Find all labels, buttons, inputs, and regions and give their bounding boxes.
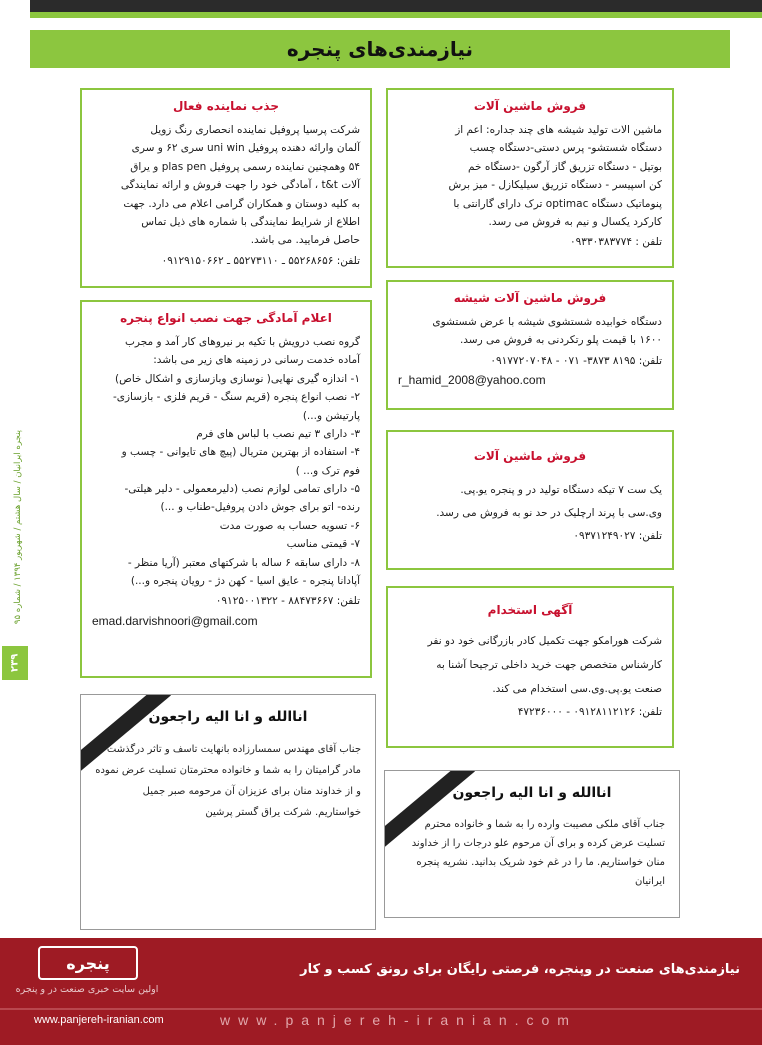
condolence-line: جناب آقای ملکی مصیبت وارده را به شما و خانواده محترم xyxy=(424,819,665,830)
condolence-notice-right xyxy=(384,770,680,918)
condolence-title: اناالله و انا الیه راجعون xyxy=(148,709,308,725)
ad-text-line: فوم ترک و... ) xyxy=(295,464,360,477)
ad-text-line: پارتیشن و...) xyxy=(302,409,360,422)
footer-slogan: نیازمندی‌های صنعت در وپنجره، فرصتی رایگان برای رونق کسب و کار xyxy=(300,962,740,977)
page-title: نیازمندی‌های پنجره xyxy=(286,37,474,61)
footer-banner xyxy=(0,938,762,1045)
ad-phone: تلفن: ۰۹۳۷۱۲۴۹۰۲۷ xyxy=(573,530,662,543)
condolence-title: اناالله و انا الیه راجعون xyxy=(452,785,612,801)
ad-text-line: حاصل فرمایید. می باشد. xyxy=(250,234,360,247)
ad-text-line: شرکت هورامکو جهت تکمیل کادر بازرگانی خود دو نفر xyxy=(427,635,662,647)
condolence-line: مرحومه صبر جمیل خواستاریم. xyxy=(142,786,361,818)
ad-text-line: ۱- اندازه گیری نهایی( نوسازی وبازسازی و اشکال خاص) xyxy=(115,372,360,385)
ad-text-line: آماده خدمت رسانی در زمینه های زیر می باشد: xyxy=(153,354,360,367)
ad-text-line: ماشین الات تولید شیشه های چند جداره: اعم از xyxy=(455,124,662,136)
condolence-body xyxy=(81,735,375,827)
ad-text-line: ۲- نصب انواع پنجره (قریم سنگ - قریم فلزی - بازسازی- xyxy=(112,391,360,404)
side-strip xyxy=(0,420,30,690)
ad-title: اعلام آمادگی جهت نصب انواع پنجره xyxy=(120,311,332,325)
ad-recruit-agent xyxy=(80,88,372,288)
ad-email[interactable]: emad.darvishnoori@gmail.com xyxy=(92,613,258,628)
top-green-strip xyxy=(30,12,762,18)
condolence-line: بانهایت تاسف و تاثر درگذشت مادر گرامیتان را به شما و xyxy=(106,744,361,776)
condolence-signature: شرکت یراق گستر پرشین xyxy=(205,807,312,818)
footer-url-large[interactable]: www.panjereh-iranian.com xyxy=(220,1012,577,1028)
ad-phone: تلفن: ۵۵۲۶۸۶۵۶ ـ ۵۵۲۷۳۱۱۰ ـ ۰۹۱۲۹۱۵۰۶۶۲ xyxy=(161,254,360,267)
ad-text-line: شرکت پرسیا پروفیل نماینده انحصاری رنگ زویل xyxy=(150,124,360,136)
ad-text-line: به کلیه دوستان و همکاران گرامی اعلام می دارد. جهت xyxy=(123,197,360,210)
ad-phone: تلفن: ۸۸۴۷۳۶۶۷ - ۰۹۱۲۵۰۰۱۳۲۲ xyxy=(215,595,360,608)
ad-text-line: آپادانا پنجره - عایق اسیا - کهن دژ - رویان پنجره و...) xyxy=(130,574,360,587)
ad-phone: تلفن: ۸۱۹۵ ۳۸۷۳- ۰۷۱ - ۰۹۱۷۷۲۰۷۰۴۸ xyxy=(490,354,662,367)
condolence-body xyxy=(385,811,679,895)
magazine-issue-info: پنجره ایرانیان / سال هشتم / شهریور ۱۳۹۴ / شماره ۹۵ xyxy=(13,430,23,625)
footer-url-small[interactable]: www.panjereh-iranian.com xyxy=(34,1014,164,1026)
page-header xyxy=(30,30,730,68)
condolence-line: تسلیت عرض نموده و از خداوند منان برای عزیزان آن xyxy=(95,765,361,797)
ad-text-line: ۷- قیمتی مناسب xyxy=(286,538,360,551)
condolence-line: تسلیت عرض کرده و برای آن مرحوم علو درجات را از xyxy=(441,838,665,849)
ad-title: فروش ماشین آلات xyxy=(473,449,587,463)
ad-text-line: یک ست ۷ تیکه دستگاه تولید در و پنجره یو.پی. xyxy=(460,484,662,496)
condolence-notice-left xyxy=(80,694,376,930)
ad-text-line: رنده- اتو برای جوش دادن پروفیل-طناب و ...) xyxy=(160,501,360,514)
ad-text-line: کارکرد یکسال و نیم به فروش می رسد. xyxy=(488,215,662,228)
condolence-line: خانواده محترمتان xyxy=(179,765,252,776)
ad-text-line: دستگاه خوابیده شستشوی شیشه با عرض شستشوی xyxy=(432,316,662,328)
ad-text-line: دستگاه شستشو- پرس دستی-دستگاه چسب xyxy=(469,142,662,155)
ad-machinery-sale xyxy=(386,88,674,268)
logo-tagline: اولین سایت خبری صنعت در و پنجره xyxy=(15,984,159,995)
top-black-strip xyxy=(30,0,762,12)
logo-mark: پنجره xyxy=(38,946,138,980)
ad-text-line: ۱۶۰۰ با قیمت پلو رتکردنی به فروش می رسد. xyxy=(459,334,662,347)
ad-text-line: ۵- دارای تمامی لوازم نصب (دلیرمعمولی - دلیر هیلتی- xyxy=(124,483,360,495)
ad-text-line: بوتیل - دستگاه تزریق گاز آرگون -دستگاه خم xyxy=(468,160,662,173)
ad-title: جذب نماینده فعال xyxy=(172,99,280,113)
ad-phone: تلفن : ۰۹۳۳۰۳۸۳۷۷۴ xyxy=(570,236,662,249)
ad-text-line: کن اسپیسر - دستگاه تزریق سیلیکازل - میز برش xyxy=(448,179,662,192)
ad-text-line: ۶- تسویه حساب به صورت مدت xyxy=(219,519,360,532)
ad-text-line: اطلاع از شرایط نمایندگی با شماره های ذیل تماس xyxy=(141,215,360,228)
condolence-line: جناب آقای مهندس سمسارزاده xyxy=(232,744,361,755)
footer-divider xyxy=(0,1008,762,1010)
ad-text-line: وی.سی با پرند ارچلیک در حد نو به فروش می رسد. xyxy=(436,507,662,520)
ad-text-line: ۸- دارای سابقه ۶ ساله با شرکتهای معتبر (آریا منظر - xyxy=(127,556,360,569)
ad-text-line: ۴- استفاده از بهترین متریال (پیچ های تایوانی - چسب و xyxy=(121,446,360,459)
ad-glass-machinery-sale xyxy=(386,280,674,410)
ad-text-line: گروه نصب درویش با تکیه بر نیروهای کار آمد و مجرب xyxy=(125,336,360,348)
ad-title: فروش ماشین آلات شیشه xyxy=(453,291,607,305)
ad-upvc-machinery-sale xyxy=(386,430,674,570)
ad-text-line: ۵۴ وهمچنین نماینده رسمی پروفیل plas pen و یراق xyxy=(130,160,360,173)
ad-text-line: صنعت یو.پی.وی.سی استخدام می کند. xyxy=(492,683,662,696)
ad-installation-services xyxy=(80,300,372,678)
ad-text-line: کارشناس متخصص جهت خرید داخلی ترجیحا آشنا به xyxy=(436,659,662,672)
ad-text-line: ۳- دارای ۳ تیم نصب با لباس های فرم xyxy=(196,427,360,440)
condolence-line: خداوند منان خواستاریم. ما را در غم خود شریک بدانید. xyxy=(411,838,665,868)
ad-text-line: آلمان وارائه دهنده پروفیل uni win سری ۶۲ و سری xyxy=(131,142,360,155)
ad-title: آگهی استخدام xyxy=(487,603,573,617)
ad-text-line: آلات t&t ، آمادگی خود را جهت فروش و ارائه نمایندگی xyxy=(120,179,360,192)
ad-title: فروش ماشین آلات xyxy=(473,99,587,113)
top-bar xyxy=(0,0,762,30)
condolence-signature: نشریه پنجره ایرانیان xyxy=(416,857,665,887)
ad-text-line: پنوماتیک دستگاه optimac ترک دارای گارانتی با xyxy=(453,197,662,210)
site-logo[interactable] xyxy=(12,944,162,1008)
ad-employment xyxy=(386,586,674,748)
ad-phone: تلفن: ۰۹۱۲۸۱۱۲۱۲۶ - ۴۷۲۳۶۰۰۰ xyxy=(517,706,662,719)
page-number: ۲۳۹ xyxy=(2,646,28,680)
ad-email[interactable]: r_hamid_2008@yahoo.com xyxy=(398,373,546,388)
